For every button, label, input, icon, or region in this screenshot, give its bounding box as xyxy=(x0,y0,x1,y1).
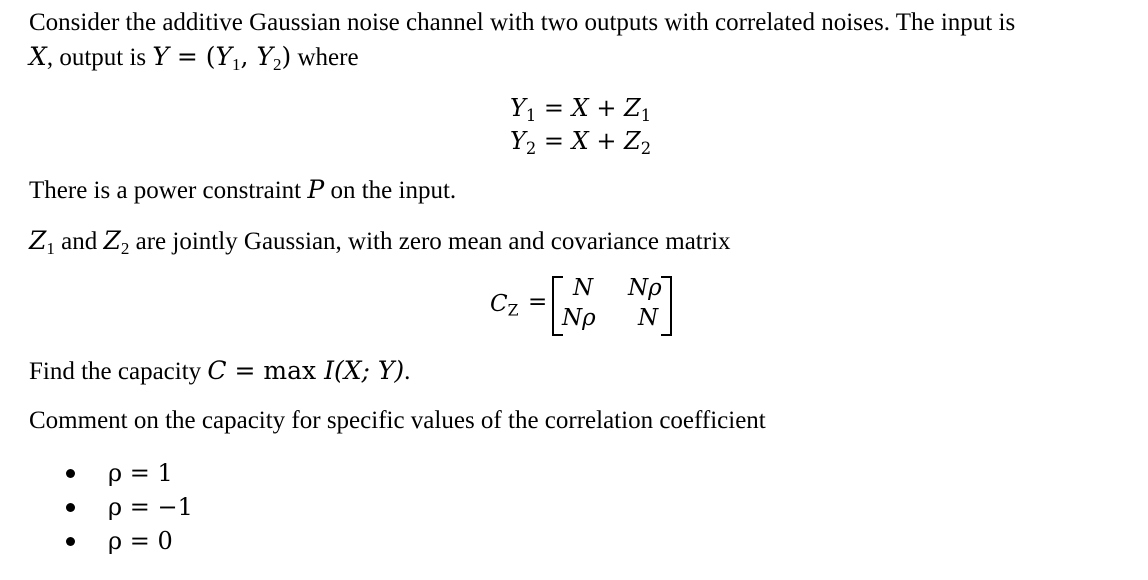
output-symbol: Y xyxy=(152,42,169,71)
matrix-right-bracket xyxy=(661,276,672,336)
bullet-icon xyxy=(66,469,75,478)
input-symbol: X xyxy=(29,42,47,71)
eq2-rhs: = X + Z xyxy=(536,127,641,155)
mutual-info-args: (X; Y) xyxy=(333,356,405,385)
comment-task xyxy=(29,404,766,437)
equation-y2 xyxy=(510,125,651,157)
cz-equals: = xyxy=(528,289,548,315)
power-text: There is a power constraint xyxy=(29,177,308,204)
power-symbol: P xyxy=(307,175,325,204)
mutual-info-symbol: I xyxy=(324,356,334,385)
matrix-cell-12: Nρ xyxy=(628,275,662,301)
close-paren: ) xyxy=(281,42,292,71)
eq2-lhs-sub: 2 xyxy=(525,138,537,158)
noise-text: are jointly Gaussian, with zero mean and covariance matrix xyxy=(129,228,731,255)
problem-intro-line-2 xyxy=(29,40,359,74)
intro-line-1: Consider the additive Gaussian noise channel with two outputs with correlated noises. The input is xyxy=(29,9,1016,36)
cz-letter: C xyxy=(490,291,508,317)
z2-subscript: 2 xyxy=(120,239,130,259)
matrix-cell-22: N xyxy=(638,305,659,331)
power-tail: on the input. xyxy=(324,177,457,204)
case-rho-minus-1: ρ = −1 xyxy=(108,493,193,521)
eq2-lhs: Y xyxy=(510,127,526,155)
capacity-symbol: C xyxy=(207,356,227,385)
capacity-max: = max xyxy=(226,356,325,385)
comment-text: Comment on the capacity for specific values of the correlation coefficient xyxy=(29,407,766,434)
y2-subscript: 2 xyxy=(272,55,282,75)
y1-symbol: Y xyxy=(215,42,233,71)
matrix-cell-21: Nρ xyxy=(562,305,596,331)
eq1-rhs-sub: 1 xyxy=(640,105,652,125)
eq1-lhs: Y xyxy=(510,94,526,122)
capacity-task xyxy=(29,354,410,388)
power-constraint xyxy=(29,173,456,207)
capacity-text: Find the capacity xyxy=(29,358,208,385)
problem-intro xyxy=(29,6,1015,39)
noise-description xyxy=(29,224,731,258)
bullet-icon xyxy=(66,537,75,546)
matrix-cell-11: N xyxy=(573,275,594,301)
intro-text: , output is xyxy=(46,44,153,71)
z2-symbol: Z xyxy=(103,226,121,255)
cz-subscript: Z xyxy=(507,300,519,320)
equals-paren: = ( xyxy=(168,42,216,71)
case-rho-1: ρ = 1 xyxy=(108,459,173,487)
eq2-rhs-sub: 2 xyxy=(640,138,652,158)
eq1-rhs: = X + Z xyxy=(536,94,641,122)
and-text: and xyxy=(54,228,104,255)
z1-subscript: 1 xyxy=(46,239,55,259)
case-rho-0: ρ = 0 xyxy=(108,527,173,555)
bullet-icon xyxy=(66,503,75,512)
intro-tail: where xyxy=(291,44,359,71)
capacity-period: . xyxy=(404,358,411,385)
equation-y1 xyxy=(510,92,651,124)
y1-subscript: 1 xyxy=(232,55,241,75)
comma: , xyxy=(240,42,257,71)
z1-symbol: Z xyxy=(29,226,47,255)
cz-symbol xyxy=(490,290,518,318)
eq1-lhs-sub: 1 xyxy=(525,105,537,125)
y2-symbol: Y xyxy=(256,42,273,71)
